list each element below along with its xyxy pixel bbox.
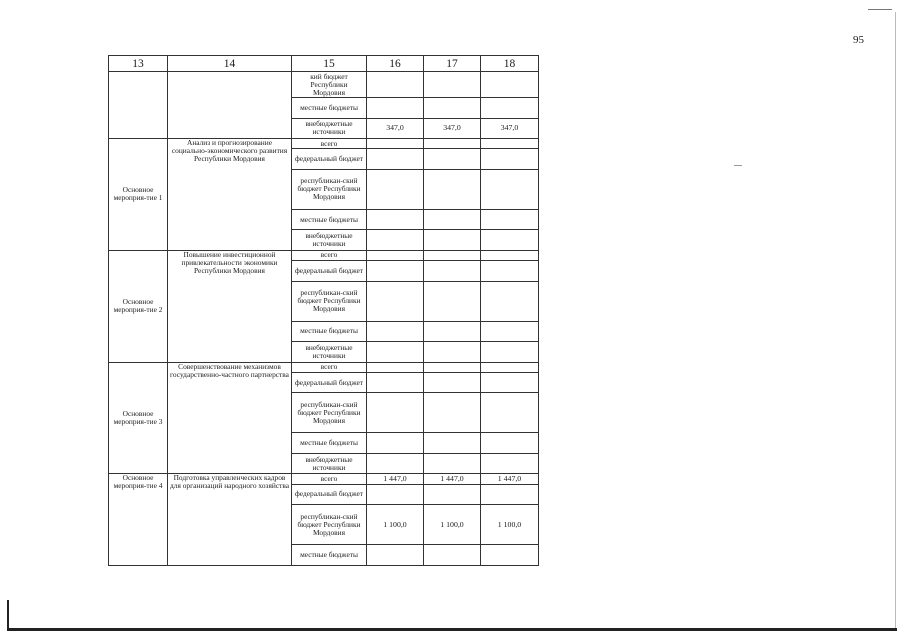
value-cell [481,230,539,251]
value-cell [424,393,481,433]
value-cell: 1 447,0 [424,474,481,484]
activity-label-cell: Основное мероприя-тие 2 [109,250,168,362]
value-cell [481,261,539,282]
value-cell [367,72,424,98]
activity-label-cell: Основное мероприя-тие 4 [109,474,168,566]
funding-source-cell: республикан-ский бюджет Республики Мордовия [292,281,367,321]
value-cell [481,72,539,98]
funding-source-cell: внебюджетные источники [292,118,367,139]
value-cell [481,149,539,170]
value-cell [367,433,424,454]
value-cell [424,484,481,505]
value-cell [367,250,424,260]
value-cell [424,230,481,251]
value-cell [424,72,481,98]
value-cell [481,250,539,260]
column-header: 13 [109,56,168,72]
value-cell [424,98,481,119]
table-row [109,474,539,484]
funding-source-cell: республикан-ский бюджет Республики Мордовия [292,393,367,433]
column-header: 14 [168,56,292,72]
value-cell [367,281,424,321]
scan-edge-line [7,600,9,630]
column-header: 17 [424,56,481,72]
value-cell [424,545,481,566]
column-number-row [109,56,539,72]
funding-source-cell: федеральный бюджет [292,484,367,505]
scan-edge-line [7,628,897,631]
value-cell [367,342,424,363]
value-cell: 347,0 [367,118,424,139]
value-cell: 347,0 [424,118,481,139]
value-cell [367,261,424,282]
value-cell [424,372,481,393]
page-number: 95 [853,34,864,46]
funding-source-cell: внебюджетные источники [292,342,367,363]
table-row [109,250,539,260]
value-cell [424,362,481,372]
value-cell [424,321,481,342]
scan-edge-line [895,12,896,630]
funding-source-cell: местные бюджеты [292,98,367,119]
value-cell: 1 447,0 [481,474,539,484]
value-cell [367,209,424,230]
value-cell [481,342,539,363]
table-row [109,362,539,372]
funding-source-cell: федеральный бюджет [292,261,367,282]
value-cell [424,149,481,170]
value-cell [424,261,481,282]
value-cell: 1 100,0 [481,505,539,545]
column-header: 15 [292,56,367,72]
funding-source-cell: республикан-ский бюджет Республики Мордовия [292,169,367,209]
activity-description-cell: Анализ и прогнозирование социально-экономического развития Республики Мордовия [168,139,292,251]
value-cell [424,250,481,260]
table-row [109,72,539,98]
value-cell [424,453,481,474]
value-cell [367,98,424,119]
value-cell [481,139,539,149]
value-cell [367,149,424,170]
funding-source-cell: республикан-ский бюджет Республики Мордовия [292,505,367,545]
value-cell [481,281,539,321]
column-header: 18 [481,56,539,72]
value-cell [367,321,424,342]
value-cell [367,453,424,474]
value-cell [481,433,539,454]
value-cell [481,545,539,566]
activity-description-cell: Повышение инвестиционной привлекательности экономики Республики Мордовия [168,250,292,362]
value-cell [367,393,424,433]
value-cell [367,169,424,209]
funding-source-cell: федеральный бюджет [292,149,367,170]
funding-source-cell: внебюджетные источники [292,453,367,474]
value-cell [481,453,539,474]
value-cell [367,545,424,566]
activity-label-cell: Основное мероприя-тие 1 [109,139,168,251]
value-cell [481,362,539,372]
value-cell: 1 100,0 [367,505,424,545]
value-cell [481,393,539,433]
value-cell: 1 100,0 [424,505,481,545]
value-cell [481,372,539,393]
value-cell [367,139,424,149]
table-row [109,139,539,149]
funding-source-cell: внебюджетные источники [292,230,367,251]
funding-source-cell: федеральный бюджет [292,372,367,393]
value-cell [367,362,424,372]
value-cell: 347,0 [481,118,539,139]
activity-label-cell: Основное мероприя-тие 3 [109,362,168,474]
funding-source-cell: местные бюджеты [292,433,367,454]
funding-source-cell: всего [292,474,367,484]
value-cell [424,342,481,363]
value-cell [424,433,481,454]
value-cell [367,230,424,251]
value-cell [367,484,424,505]
value-cell [481,169,539,209]
value-cell [481,321,539,342]
value-cell [424,139,481,149]
corner-scan-mark [868,9,892,10]
activity-description-cell: Подготовка управленческих кадров для организаций народного хозяйства [168,474,292,566]
value-cell [424,281,481,321]
budget-table [108,55,539,566]
funding-source-cell: местные бюджеты [292,545,367,566]
scan-artifact [734,165,742,166]
value-cell [367,372,424,393]
value-cell [481,209,539,230]
empty-label-cell [109,72,168,139]
funding-source-cell: кий бюджет Республики Мордовия [292,72,367,98]
funding-source-cell: всего [292,250,367,260]
value-cell [424,169,481,209]
column-header: 16 [367,56,424,72]
funding-source-cell: местные бюджеты [292,209,367,230]
value-cell [481,484,539,505]
funding-source-cell: местные бюджеты [292,321,367,342]
funding-source-cell: всего [292,362,367,372]
activity-description-cell: Совершенствование механизмов государственно-частного партнерства [168,362,292,474]
empty-description-cell [168,72,292,139]
value-cell [424,209,481,230]
funding-source-cell: всего [292,139,367,149]
value-cell: 1 447,0 [367,474,424,484]
value-cell [481,98,539,119]
